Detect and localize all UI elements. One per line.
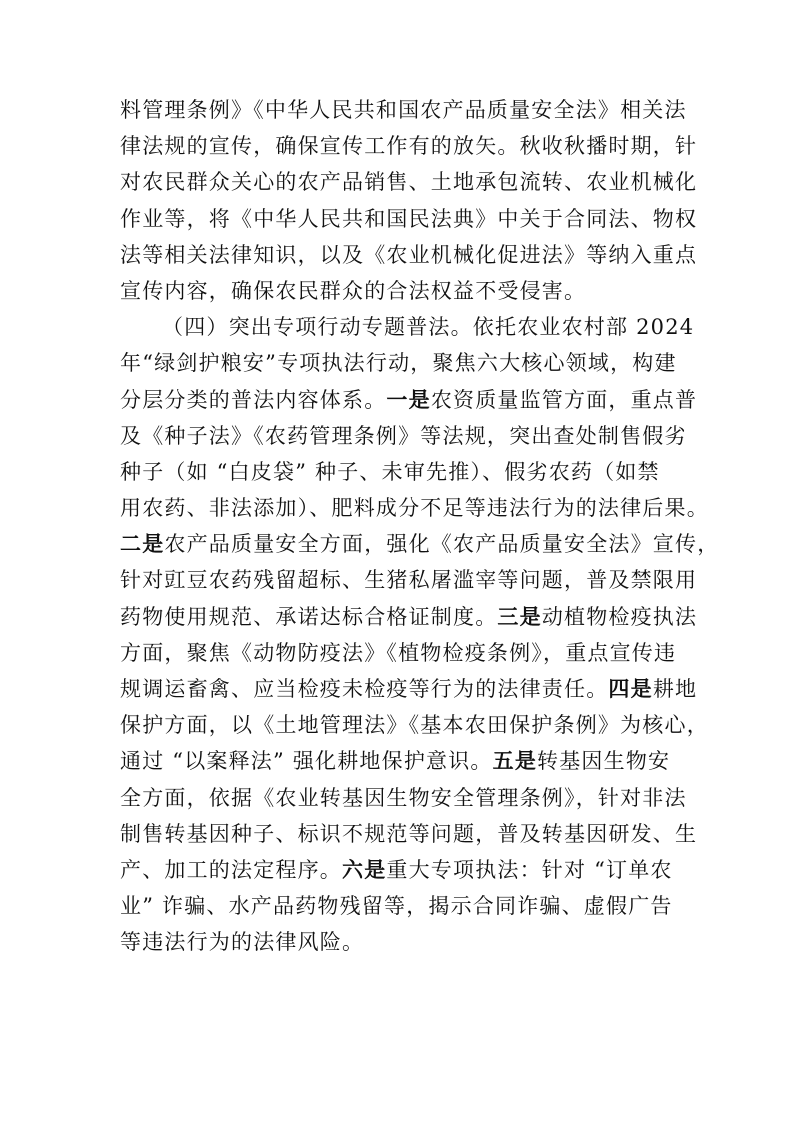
text-line bbox=[120, 418, 687, 454]
text-line bbox=[120, 128, 698, 164]
text-segment: 重大专项执法：针对 “订单农 bbox=[386, 857, 673, 882]
text-line bbox=[120, 454, 680, 490]
text-segment: 律法规的宣传，确保宣传工作有的放矢。秋收秋播时期，针 bbox=[120, 134, 698, 159]
text-segment: 业” 诈骗、水产品药物残留等，揭示合同诈骗、虚假广告 bbox=[120, 894, 673, 919]
text-line bbox=[120, 780, 687, 816]
text-segment: 规调运畜禽、应当检疫未检疫等行为的法律责任。 bbox=[120, 677, 609, 701]
text-segment: 宣传内容，确保农民群众的合法权益不受侵害。 bbox=[120, 278, 587, 303]
text-segment: 动植物检疫执法 bbox=[541, 604, 698, 629]
section-heading: （四）突出专项行动专题普法。依托农业农村部 2024 bbox=[162, 315, 695, 340]
text-segment: 及《种子法》《农药管理条例》等法规，突出查处制售假劣 bbox=[120, 423, 687, 448]
text-line bbox=[120, 490, 709, 526]
text-segment: 耕地 bbox=[652, 677, 698, 701]
text-line bbox=[120, 201, 698, 237]
emphasis-label: 二是 bbox=[120, 531, 165, 557]
text-segment: 通过 “以案释法” 强化耕地保护意识。 bbox=[120, 749, 493, 774]
text-segment: 方面，聚焦《动物防疫法》《植物检疫条例》，重点宣传违 bbox=[120, 640, 677, 665]
text-segment: 等违法行为的法律风险。 bbox=[120, 930, 365, 955]
text-segment: 产、加工的法定程序。 bbox=[120, 857, 342, 882]
text-line bbox=[120, 635, 680, 671]
text-line bbox=[120, 816, 698, 852]
text-segment: 年“绿剑护粮安”专项执法行动，聚焦六大核心领域，构建 bbox=[120, 351, 677, 376]
text-line bbox=[120, 924, 680, 960]
text-line bbox=[120, 743, 680, 779]
text-segment: 全方面，依据《农业转基因生物安全管理条例》，针对非法 bbox=[120, 785, 687, 810]
text-segment: 用农药、非法添加）、肥料成分不足等违法行为的法律后果。 bbox=[120, 496, 709, 521]
text-line bbox=[120, 707, 709, 743]
text-segment: 对农民群众关心的农产品销售、土地承包流转、农业机械化 bbox=[120, 170, 698, 195]
text-segment: 农资质量监管方面，重点普 bbox=[430, 387, 698, 412]
text-segment: 转基因生物安 bbox=[537, 749, 671, 774]
text-line bbox=[120, 237, 698, 273]
text-segment: 作业等，将《中华人民共和国民法典》中关于合同法、物权 bbox=[120, 206, 698, 231]
text-segment: 制售转基因种子、标识不规范等问题，普及转基因研发、生 bbox=[120, 821, 698, 846]
emphasis-label: 五是 bbox=[492, 748, 538, 774]
text-line bbox=[120, 273, 680, 309]
text-line bbox=[120, 888, 680, 924]
body-text bbox=[120, 92, 720, 961]
text-segment: 料管理条例》《中华人民共和国农产品质量安全法》相关法 bbox=[120, 98, 687, 122]
emphasis-label: 四是 bbox=[608, 676, 653, 701]
text-line bbox=[120, 164, 698, 200]
text-line bbox=[120, 92, 687, 128]
text-segment: 分层分类的普法内容体系。 bbox=[120, 387, 387, 412]
text-line bbox=[120, 345, 680, 381]
text-line bbox=[120, 671, 698, 707]
text-segment: 药物使用规范、承诺达标合格证制度。 bbox=[120, 604, 498, 629]
text-segment: 针对豇豆农药残留超标、生猪私屠滥宰等问题，普及禁限用 bbox=[120, 568, 698, 593]
section-heading-line bbox=[120, 309, 695, 345]
text-line bbox=[120, 852, 680, 888]
text-segment: 保护方面，以《土地管理法》《基本农田保护条例》为核心， bbox=[120, 713, 709, 738]
text-segment: 种子（如 “白皮袋” 种子、未审先推）、假劣农药（如禁 bbox=[120, 459, 660, 484]
emphasis-label: 六是 bbox=[342, 856, 387, 882]
text-line bbox=[120, 526, 720, 562]
emphasis-label: 三是 bbox=[497, 603, 542, 629]
text-line bbox=[120, 382, 698, 418]
text-line bbox=[120, 599, 698, 635]
text-segment: 法等相关法律知识，以及《农业机械化促进法》等纳入重点 bbox=[120, 242, 698, 267]
text-line bbox=[120, 562, 698, 598]
text-segment: 农产品质量安全方面，强化《农产品质量安全法》宣传， bbox=[164, 532, 720, 557]
emphasis-label: 一是 bbox=[386, 386, 431, 412]
